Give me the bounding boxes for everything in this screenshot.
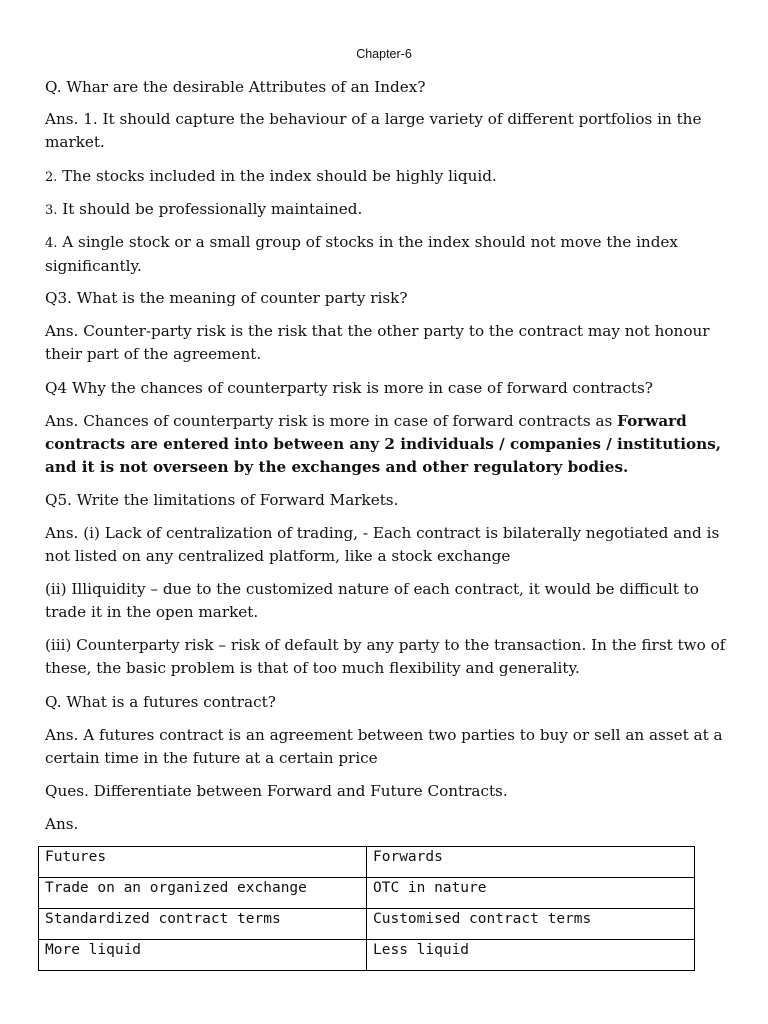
question-7: Ques. Differentiate between Forward and Future Contracts. <box>45 782 508 800</box>
question-6: Q. What is a futures contract? <box>45 693 276 711</box>
question-1: Q. Whar are the desirable Attributes of an Index? <box>45 78 426 96</box>
question-5: Q5. Write the limitations of Forward Markets. <box>45 491 399 509</box>
chapter-heading: Chapter-6 <box>356 47 412 61</box>
table-cell: OTC in nature <box>367 878 695 909</box>
answer-4-intro: Ans. Chances of counterparty risk is more in case of forward contracts as <box>45 412 618 430</box>
point-number: 3. <box>45 203 58 218</box>
point-text: The stocks included in the index should be highly liquid. <box>57 167 497 185</box>
answer-6: Ans. A futures contract is an agreement between two parties to buy or sell an asset at a certain time in the future at a certain price <box>45 726 723 767</box>
answer-5-point-1: Ans. (i) Lack of centralization of trading, - Each contract is bilaterally negotiated and is not listed on any centralized platform, like a stock exchange <box>45 524 720 565</box>
table-row <box>39 878 695 909</box>
table-row <box>39 940 695 971</box>
answer-1-point-4 <box>45 231 730 278</box>
answer-5-point-3: (iii) Counterparty risk – risk of default by any party to the transaction. In the first two of these, the basic problem is that of too much flexibility and generality. <box>45 636 726 677</box>
table-cell: Standardized contract terms <box>39 909 367 940</box>
answer-1-point-3 <box>45 198 730 222</box>
point-text: It should be professionally maintained. <box>57 200 363 218</box>
table-header-cell: Futures <box>39 847 367 878</box>
point-number: 4. <box>45 236 58 251</box>
answer-4 <box>45 410 730 479</box>
question-3: Q3. What is the meaning of counter party risk? <box>45 289 408 307</box>
answer-7-label: Ans. <box>45 815 79 833</box>
answer-1-point-1: Ans. 1. It should capture the behaviour of a large variety of different portfolios in the market. <box>45 110 702 151</box>
point-text: A single stock or a small group of stocks in the index should not move the index significantly. <box>45 233 678 275</box>
point-number: 2. <box>45 170 58 185</box>
question-4: Q4 Why the chances of counterparty risk is more in case of forward contracts? <box>45 379 653 397</box>
table-header-row <box>39 847 695 878</box>
answer-3: Ans. Counter-party risk is the risk that the other party to the contract may not honour their part of the agreement. <box>45 322 710 363</box>
table-cell: Trade on an organized exchange <box>39 878 367 909</box>
answer-4-bold: Forward contracts are entered into between any 2 individuals / companies / institutions, and it is not overseen by the exchanges and other regulatory bodies. <box>45 412 722 476</box>
comparison-table <box>38 846 695 971</box>
table-cell: Customised contract terms <box>367 909 695 940</box>
answer-5-point-2: (ii) Illiquidity – due to the customized nature of each contract, it would be difficult to trade it in the open market. <box>45 580 699 621</box>
table-header-cell: Forwards <box>367 847 695 878</box>
table-row <box>39 909 695 940</box>
table-cell: Less liquid <box>367 940 695 971</box>
table-cell: More liquid <box>39 940 367 971</box>
answer-1-point-2 <box>45 165 730 189</box>
